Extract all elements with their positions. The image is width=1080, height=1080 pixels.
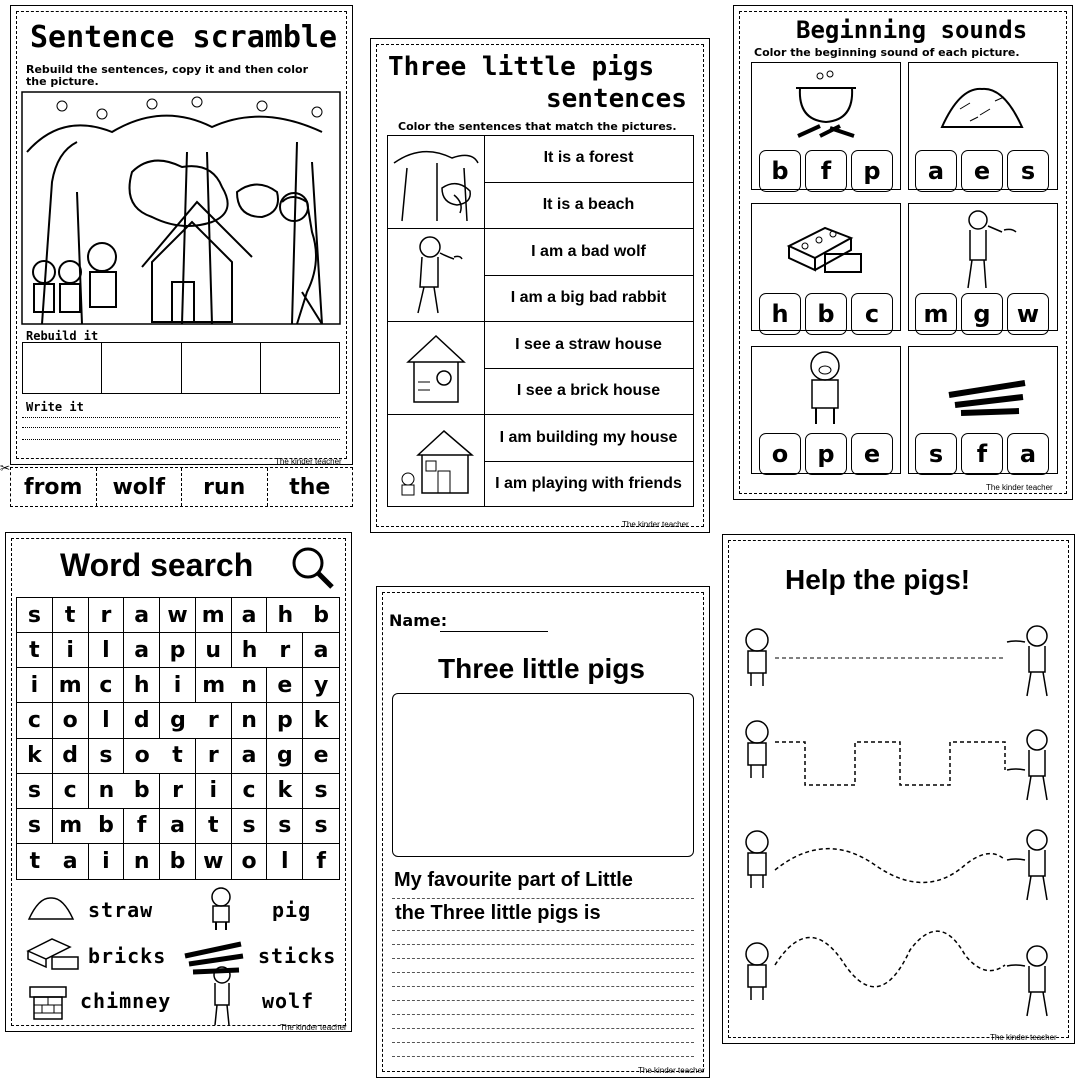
grid-letter[interactable]: p <box>160 633 196 668</box>
letter-option[interactable]: e <box>851 433 893 475</box>
cut-word[interactable]: run <box>182 468 268 506</box>
letter-option[interactable]: g <box>961 293 1003 335</box>
grid-letter[interactable]: a <box>232 598 268 633</box>
sticks-icon <box>945 375 1029 415</box>
grid-letter[interactable]: n <box>124 844 160 879</box>
grid-letter[interactable]: h <box>124 668 160 703</box>
sounds-instructions: Color the beginning sound of each picture. <box>754 46 1020 59</box>
grid-letter[interactable]: s <box>267 809 303 844</box>
grid-letter[interactable]: a <box>124 633 160 668</box>
forest-picture-cell <box>388 135 484 228</box>
writing-line[interactable] <box>392 898 694 899</box>
pig-icon <box>746 721 768 778</box>
name-field[interactable] <box>440 631 548 632</box>
cut-word[interactable]: from <box>11 468 97 506</box>
word-clue: bricks <box>88 944 167 968</box>
grid-letter[interactable]: b <box>303 598 339 633</box>
word-clue: pig <box>272 898 312 922</box>
rebuild-box[interactable] <box>23 343 102 393</box>
forest-icon <box>392 143 480 221</box>
grid-letter[interactable]: h <box>267 598 303 633</box>
grid-letter[interactable]: o <box>124 739 160 774</box>
rebuild-label: Rebuild it <box>26 329 99 343</box>
letter-option[interactable]: a <box>1007 433 1049 475</box>
word-search-grid <box>16 597 340 880</box>
grid-letter[interactable]: t <box>17 633 53 668</box>
sentence-option[interactable]: I am building my house <box>484 414 693 461</box>
rebuild-box[interactable] <box>182 343 261 393</box>
cut-word[interactable]: wolf <box>97 468 183 506</box>
credit: The kinder teacher <box>275 457 342 466</box>
grid-letter[interactable]: a <box>160 809 196 844</box>
letter-option[interactable]: f <box>805 150 847 192</box>
grid-letter[interactable]: t <box>29 848 41 874</box>
straw-icon <box>940 85 1024 135</box>
grid-letter[interactable]: i <box>53 633 89 668</box>
drawing-box[interactable] <box>392 693 694 857</box>
pig-icon <box>207 887 235 931</box>
brick-house-picture-cell <box>388 414 484 507</box>
grid-letter[interactable]: d <box>124 703 160 738</box>
grid-letter[interactable]: n <box>232 668 268 703</box>
sentences-table <box>387 135 694 507</box>
sentence-option[interactable]: I am playing with friends <box>484 461 693 508</box>
grid-letter[interactable]: f <box>124 809 160 844</box>
cut-word-strip <box>10 467 353 507</box>
writing-line[interactable] <box>392 1042 694 1043</box>
letter-option[interactable]: b <box>805 293 847 335</box>
pig-icon <box>746 831 768 888</box>
grid-letter[interactable]: o <box>53 703 89 738</box>
wolf-icon <box>408 233 464 317</box>
wolf-icon <box>1007 830 1047 900</box>
writing-line[interactable] <box>22 439 340 440</box>
writing-line[interactable] <box>392 944 694 945</box>
letter-option[interactable]: e <box>961 150 1003 192</box>
name-label: Name: <box>389 611 448 630</box>
grid-letter[interactable]: t <box>160 739 196 774</box>
wolf-icon <box>1007 946 1047 1016</box>
grid-letter[interactable]: g <box>267 739 303 774</box>
grid-letter[interactable]: r <box>160 774 196 809</box>
grid-letter[interactable]: o <box>232 844 268 879</box>
writing-line[interactable] <box>22 427 340 428</box>
grid-letter[interactable]: i <box>17 668 53 703</box>
bricks-icon <box>785 218 865 278</box>
wolf-icon <box>1007 730 1047 800</box>
grid-letter[interactable]: d <box>53 739 89 774</box>
writing-line[interactable] <box>392 930 694 931</box>
grid-letter[interactable]: m <box>53 809 89 844</box>
word-clue: sticks <box>258 944 337 968</box>
grid-letter[interactable]: s <box>232 809 268 844</box>
grid-letter[interactable]: c <box>17 703 53 738</box>
grid-letter[interactable]: l <box>89 703 125 738</box>
grid-letter[interactable]: r <box>196 739 232 774</box>
grid-letter[interactable]: i <box>89 844 125 879</box>
grid-letter[interactable]: e <box>267 668 303 703</box>
grid-letter[interactable]: s <box>17 774 53 809</box>
brick-house-icon <box>398 427 476 497</box>
credit: The kinder teacher <box>280 1023 347 1032</box>
letter-option[interactable]: s <box>1007 150 1049 192</box>
wolf-icon <box>207 965 237 1027</box>
writing-line[interactable] <box>392 1056 694 1057</box>
prompt-line1: My favourite part of Little <box>394 869 633 891</box>
grid-letter[interactable]: s <box>17 598 53 633</box>
grid-letter[interactable]: i <box>160 668 196 703</box>
wolf-icon <box>1007 626 1047 696</box>
letter-option[interactable]: m <box>915 293 957 335</box>
sentence-option[interactable]: I am a bad wolf <box>484 228 693 275</box>
grid-letter[interactable]: r <box>267 633 303 668</box>
grid-letter[interactable]: b <box>89 809 125 844</box>
grid-letter[interactable]: n <box>89 774 125 809</box>
scramble-instructions: Rebuild the sentences, copy it and then color the picture. <box>26 63 308 88</box>
grid-letter[interactable]: s <box>303 809 339 844</box>
scramble-title: Sentence scramble <box>30 20 338 55</box>
letter-option[interactable]: b <box>759 150 801 192</box>
straw-house-icon <box>404 332 468 404</box>
straw-house-picture-cell <box>388 321 484 414</box>
grid-letter[interactable]: a <box>303 633 339 668</box>
letter-option[interactable]: s <box>915 433 957 475</box>
writing-line[interactable] <box>392 1000 694 1001</box>
grid-letter[interactable]: c <box>232 774 268 809</box>
grid-letter[interactable]: a <box>124 598 160 633</box>
credit: The kinder teacher <box>990 1033 1057 1042</box>
tracing-paths[interactable] <box>735 620 1065 1030</box>
grid-letter[interactable]: l <box>267 844 303 879</box>
grid-letter[interactable]: k <box>17 739 53 774</box>
grid-letter[interactable]: s <box>303 774 339 809</box>
grid-letter[interactable]: r <box>89 598 125 633</box>
grid-letter[interactable]: c <box>89 668 125 703</box>
cut-word[interactable]: the <box>289 474 331 500</box>
grid-letter[interactable]: m <box>196 598 232 633</box>
grid-letter[interactable]: f <box>316 848 326 874</box>
writing-line[interactable] <box>22 417 340 418</box>
rebuild-answer-boxes[interactable] <box>22 342 340 394</box>
forest-scene-picture <box>22 92 340 324</box>
sounds-title: Beginning sounds <box>796 16 1028 44</box>
grid-letter[interactable]: t <box>196 809 232 844</box>
grid-letter[interactable]: u <box>196 633 232 668</box>
scissors-icon: ✂ <box>0 461 11 475</box>
pig-icon <box>746 943 768 1000</box>
sentence-option[interactable]: I see a brick house <box>484 368 693 415</box>
grid-letter[interactable]: i <box>196 774 232 809</box>
pot-icon <box>790 70 862 142</box>
writing-line[interactable] <box>392 958 694 959</box>
grid-letter[interactable]: m <box>196 668 232 703</box>
credit: The kinder teacher <box>638 1066 705 1075</box>
letter-option[interactable]: h <box>759 293 801 335</box>
grid-letter[interactable]: r <box>196 703 232 738</box>
grid-letter[interactable]: w <box>160 598 196 633</box>
write-label: Write it <box>26 400 84 414</box>
letter-option[interactable]: c <box>851 293 893 335</box>
magnifying-glass-icon <box>290 545 336 591</box>
grid-letter[interactable]: n <box>232 703 268 738</box>
sentence-option[interactable]: I am a big bad rabbit <box>484 275 693 322</box>
rebuild-box[interactable] <box>261 343 339 393</box>
letter-option[interactable]: o <box>759 433 801 475</box>
letter-option[interactable]: w <box>1007 293 1049 335</box>
grid-letter[interactable]: p <box>267 703 303 738</box>
credit: The kinder teacher <box>622 520 689 529</box>
prompt-line2: the Three little pigs is <box>395 902 601 924</box>
grid-letter[interactable]: y <box>303 668 339 703</box>
wolf-picture-cell <box>388 228 484 321</box>
grid-letter[interactable]: s <box>89 739 125 774</box>
letter-option[interactable]: p <box>851 150 893 192</box>
credit: The kinder teacher <box>986 483 1053 492</box>
rebuild-box[interactable] <box>102 343 181 393</box>
grid-letter[interactable]: a <box>53 844 89 879</box>
grid-letter[interactable]: s <box>17 809 53 844</box>
sentences-instructions: Color the sentences that match the pictures. <box>398 120 677 133</box>
grid-letter[interactable]: h <box>232 633 268 668</box>
letter-option[interactable]: p <box>805 433 847 475</box>
grid-letter[interactable]: c <box>53 774 89 809</box>
word-clue: straw <box>88 898 154 922</box>
sentence-option[interactable]: I see a straw house <box>484 321 693 368</box>
writing-line[interactable] <box>392 986 694 987</box>
grid-letter[interactable]: b <box>124 774 160 809</box>
grid-letter[interactable]: a <box>232 739 268 774</box>
wolf-icon <box>958 208 1018 290</box>
word-clue: wolf <box>262 989 315 1013</box>
grid-letter[interactable]: k <box>303 703 339 738</box>
letter-option[interactable]: f <box>961 433 1003 475</box>
letter-option[interactable]: a <box>915 150 957 192</box>
grid-letter[interactable]: m <box>53 668 89 703</box>
helppigs-title: Help the pigs! <box>785 564 971 595</box>
pig-icon <box>746 629 768 686</box>
grid-letter[interactable]: t <box>53 598 89 633</box>
wordsearch-title: Word search <box>60 547 254 583</box>
grid-letter[interactable]: g <box>160 703 196 738</box>
sentence-option[interactable]: It is a forest <box>543 149 634 167</box>
grid-letter[interactable]: b <box>160 844 196 879</box>
writing-line[interactable] <box>392 972 694 973</box>
word-clue: chimney <box>80 989 172 1013</box>
bricks-icon <box>26 935 80 973</box>
grid-letter[interactable]: k <box>267 774 303 809</box>
writing-line[interactable] <box>392 1028 694 1029</box>
sentences-title-line1: Three little pigs <box>388 52 655 82</box>
grid-letter[interactable]: e <box>303 739 339 774</box>
chimney-icon <box>28 985 68 1021</box>
namepage-title: Three little pigs <box>438 653 645 684</box>
writing-line[interactable] <box>392 1014 694 1015</box>
straw-icon <box>27 895 75 923</box>
grid-letter[interactable]: l <box>89 633 125 668</box>
sentence-option[interactable]: It is a beach <box>484 182 693 229</box>
sentences-title-line2: sentences <box>546 84 687 114</box>
pig-icon <box>800 350 850 426</box>
grid-letter[interactable]: w <box>196 844 232 879</box>
